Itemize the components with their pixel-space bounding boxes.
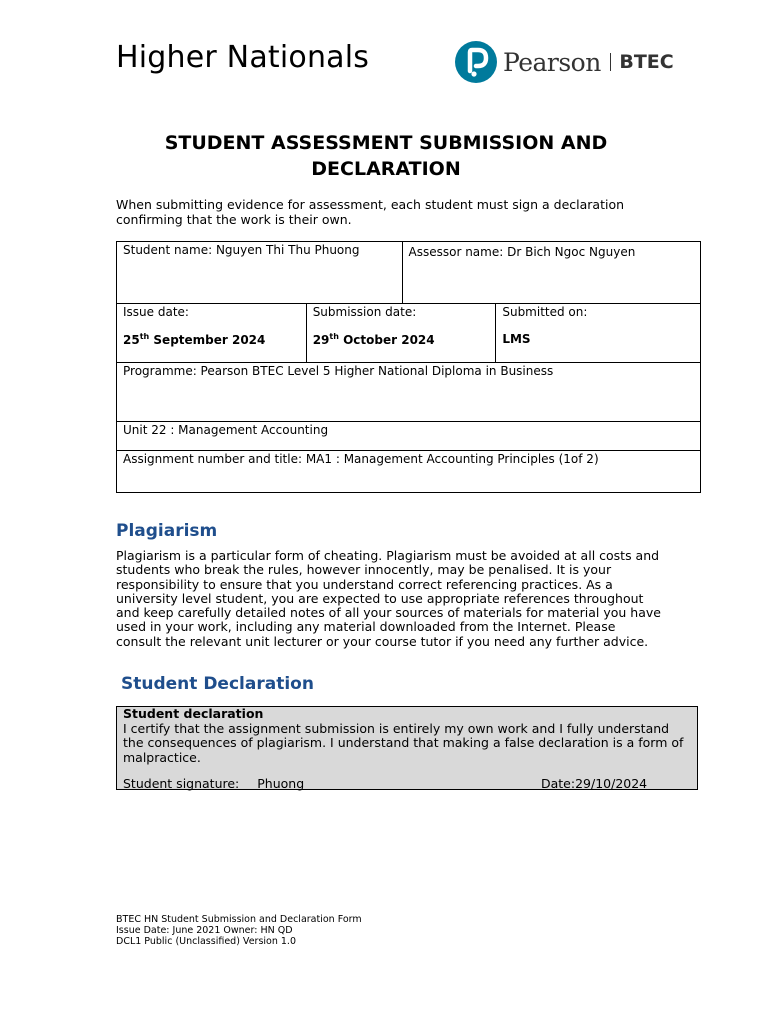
submission-date-value [313,332,490,347]
issue-date-value [123,332,300,347]
pearson-btec-logo [455,40,674,84]
intro-text: When submitting evidence for assessment, each student must sign a declaration confirming that the work is their own. [116,197,625,227]
submission-date-day: 29 [312,333,330,347]
submitted-on-label: Submitted on: [502,305,588,319]
signature-row [123,777,683,792]
document-title [116,130,656,182]
unit: Unit 22 : Management Accounting [123,423,329,437]
issue-date-day: 25 [123,333,140,347]
plagiarism-text: Plagiarism is a particular form of cheating. Plagiarism must be avoided at all costs and students who break the rules, however innocently, may be penalised. It is your responsibility to ensure that you understand correct referencing practices. As a university level student, you are expected to use appropriate references throughout and keep carefully detailed notes of all your sources of materials for material you have used in your work, including any material downloaded from the Internet. Please consult the relevant unit lecturer or your course tutor if you need any further advice. [116,548,661,649]
student-declaration-heading: Student Declaration [121,674,314,694]
footer-line3: DCL1 Public (Unclassified) Version 1.0 [116,936,296,947]
submission-date-suffix: th [329,332,339,341]
declaration-box [116,706,698,790]
signature-value: Phuong [257,776,305,791]
declaration-box-title: Student declaration [123,706,264,721]
issue-date-cell [117,304,307,363]
higher-nationals-title: Higher Nationals [116,40,370,75]
date-value: 29/10/2024 [575,776,648,791]
declaration-box-text: I certify that the assignment submission is entirely my own work and I fully understand the consequences of plagiarism. I understand that making a false declaration is a form of malpractice. [123,720,684,765]
issue-date-rest: September 2024 [149,333,266,347]
submission-date-cell [306,304,496,363]
issue-date-suffix: th [139,332,150,341]
programme-cell [117,363,701,422]
assignment: Assignment number and title: MA1 : Management Accounting Principles (1of 2) [123,452,599,466]
submission-date-rest: October 2024 [338,333,435,347]
footer-line1: BTEC HN Student Submission and Declaration Form [116,914,362,925]
document-title-line1: STUDENT ASSESSMENT SUBMISSION AND [164,132,608,154]
footer-line2: Issue Date: June 2021 Owner: HN QD [116,925,293,936]
assignment-cell [117,451,701,493]
btec-wordmark: BTEC [619,51,674,73]
student-name: Student name: Nguyen Thi Thu Phuong [123,243,360,257]
footer [116,914,362,947]
programme: Programme: Pearson BTEC Level 5 Higher National Diploma in Business [123,364,554,378]
pearson-logo-icon [455,41,497,83]
signature-label: Student signature: [123,776,240,791]
unit-cell [117,422,701,451]
pearson-wordmark: Pearson [503,47,601,77]
student-name-cell [117,242,403,304]
assessor-name-cell [402,242,700,304]
submission-info-table [116,241,701,493]
declaration-date [541,777,647,792]
document-title-line2: DECLARATION [311,158,461,180]
submitted-on-cell [496,304,701,363]
logo-separator [610,53,612,71]
submitted-on-value: LMS [502,332,531,346]
date-label: Date: [541,776,576,791]
plagiarism-heading: Plagiarism [116,521,218,541]
issue-date-label: Issue date: [123,305,189,319]
submission-date-label: Submission date: [312,305,417,319]
assessor-name: Assessor name: Dr Bich Ngoc Nguyen [408,245,636,259]
